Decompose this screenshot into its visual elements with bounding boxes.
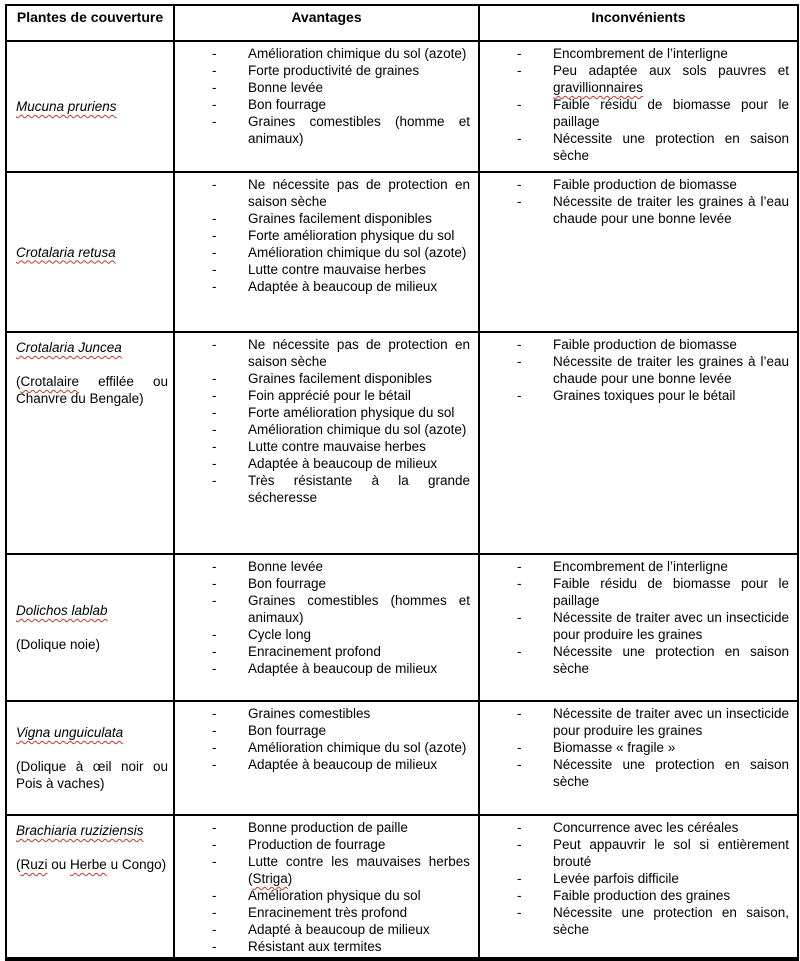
disadvantages-list [480,702,797,792]
advantage-item: - Ne nécessite pas de protection en saison sèche [175,336,470,370]
disadvantage-item: - Faible production de biomasse [480,176,789,193]
advantages-list [175,816,478,957]
plant-scientific-name: Vigna unguiculata [16,725,124,740]
plant-name-cell [6,815,174,959]
table-row [6,815,798,959]
table-row [6,172,798,332]
disadvantage-item: - Nécessite une protection en saison sèche [480,756,789,790]
advantage-item: - Graines facilement disponibles [175,210,470,227]
advantage-item: - Forte amélioration physique du sol [175,227,470,244]
col-header-plants: Plantes de couverture [6,5,174,41]
disadvantage-item: - Graines toxiques pour le bétail [480,387,789,404]
advantage-item: - Amélioration chimique du sol (azote) [175,421,470,438]
advantage-item: - Amélioration chimique du sol (azote) [175,739,470,756]
plant-name-cell [6,41,174,172]
plant-scientific-name: Brachiaria ruziziensis [16,823,144,838]
disadvantage-item: - Peut appauvrir le sol si entièrement brouté [480,836,789,870]
advantage-item: - Adaptée à beaucoup de milieux [175,278,470,295]
disadvantage-item: - Faible résidu de biomasse pour le paillage [480,96,789,130]
advantage-item: - Forte productivité de graines [175,62,470,79]
advantage-item: - Graines comestibles [175,705,470,722]
advantage-item: - Enracinement très profond [175,904,470,921]
plant-name-cell [6,332,174,554]
disadvantage-item: - Faible production de biomasse [480,336,789,353]
advantage-item: - Lutte contre mauvaise herbes [175,438,470,455]
advantage-item: - Enracinement profond [175,643,470,660]
disadvantage-item: - Encombrement de l’interligne [480,558,789,575]
advantages-list [175,333,478,508]
disadvantages-cell [479,701,798,815]
plant-common-name: (Crotalaire effilée ou Chanvre du Bengale) [16,374,168,406]
disadvantages-list [480,555,797,679]
advantage-item: - Amélioration physique du sol [175,887,470,904]
col-header-advantages: Avantages [174,5,479,41]
disadvantage-item: - Nécessite une protection en saison sèche [480,643,789,677]
advantages-cell [174,172,479,332]
advantage-item: - Bon fourrage [175,575,470,592]
advantages-list [175,555,478,679]
advantage-item: - Bon fourrage [175,722,470,739]
advantage-item: - Très résistante à la grande sécheresse [175,472,470,506]
advantage-item: - Lutte contre mauvaise herbes [175,261,470,278]
disadvantage-item: - Nécessite une protection en saison, sèche [480,904,789,938]
advantage-item: - Résistant aux termites [175,938,470,955]
table-row [6,41,798,172]
advantage-item: - Foin apprécié pour le bétail [175,387,470,404]
advantage-item: - Adaptée à beaucoup de milieux [175,660,470,677]
col-header-disadvantages: Inconvénients [479,5,798,41]
plant-common-name: (Dolique noie) [16,637,101,652]
table-row [6,701,798,815]
plant-common-name: (Ruzi ou Herbe u Congo) [16,857,167,872]
advantage-item: - Graines facilement disponibles [175,370,470,387]
disadvantage-item: - Concurrence avec les céréales [480,819,789,836]
disadvantages-cell [479,332,798,554]
advantage-item: - Bon fourrage [175,96,470,113]
advantage-item: - Lutte contre les mauvaises herbes (Striga) [175,853,470,887]
disadvantages-list [480,173,797,229]
advantage-item: - Forte amélioration physique du sol [175,404,470,421]
plant-scientific-name: Dolichos lablab [16,603,108,618]
disadvantages-list [480,333,797,406]
table-row [6,332,798,554]
disadvantage-item: - Nécessite une protection en saison sèche [480,130,789,164]
disadvantage-item: - Levée parfois difficile [480,870,789,887]
disadvantage-item: - Peu adaptée aux sols pauvres et gravillionnaires [480,62,789,96]
disadvantages-cell [479,41,798,172]
disadvantage-item: - Nécessite de traiter les graines à l’eau chaude pour une bonne levée [480,193,789,227]
disadvantages-cell [479,554,798,701]
advantage-item: - Graines comestibles (homme et animaux) [175,113,470,147]
disadvantages-list [480,816,797,940]
advantage-item: - Production de fourrage [175,836,470,853]
advantage-item: - Amélioration chimique du sol (azote) [175,244,470,261]
disadvantages-cell [479,172,798,332]
cover-plants-table [5,4,799,961]
advantages-cell [174,41,479,172]
disadvantage-item: - Encombrement de l’interligne [480,45,789,62]
advantage-item: - Bonne levée [175,79,470,96]
advantage-item: - Ne nécessite pas de protection en saison sèche [175,176,470,210]
table-header-row [6,5,798,41]
plant-name-cell [6,701,174,815]
disadvantage-item: - Nécessite de traiter avec un insecticide pour produire les graines [480,609,789,643]
plant-scientific-name: Crotalaria retusa [16,244,116,260]
advantages-cell [174,815,479,959]
advantages-cell [174,701,479,815]
advantage-item: - Adapté à beaucoup de milieux [175,921,470,938]
disadvantages-cell [479,815,798,959]
disadvantage-item: - Faible production des graines [480,887,789,904]
advantage-item: - Adaptée à beaucoup de milieux [175,756,470,773]
advantages-list [175,42,478,149]
table-row [6,554,798,701]
advantages-list [175,173,478,297]
disadvantage-item: - Biomasse « fragile » [480,739,789,756]
disadvantage-item: - Nécessite de traiter les graines à l’eau chaude pour une bonne levée [480,353,789,387]
disadvantage-item: - Faible résidu de biomasse pour le paillage [480,575,789,609]
plant-scientific-name: Mucuna pruriens [16,99,117,114]
advantage-item: - Amélioration chimique du sol (azote) [175,45,470,62]
plant-name-cell [6,554,174,701]
advantage-item: - Adaptée à beaucoup de milieux [175,455,470,472]
advantages-cell [174,554,479,701]
advantage-item: - Graines comestibles (hommes et animaux) [175,592,470,626]
advantage-item: - Cycle long [175,626,470,643]
advantage-item: - Bonne production de paille [175,819,470,836]
disadvantage-item: - Nécessite de traiter avec un insecticide pour produire les graines [480,705,789,739]
disadvantages-list [480,42,797,166]
plant-common-name: (Dolique à œil noir ou Pois à vaches) [16,759,168,791]
advantages-list [175,702,478,775]
advantages-cell [174,332,479,554]
plant-name-cell [6,172,174,332]
plant-scientific-name: Crotalaria Juncea [16,340,122,355]
advantage-item: - Bonne levée [175,558,470,575]
